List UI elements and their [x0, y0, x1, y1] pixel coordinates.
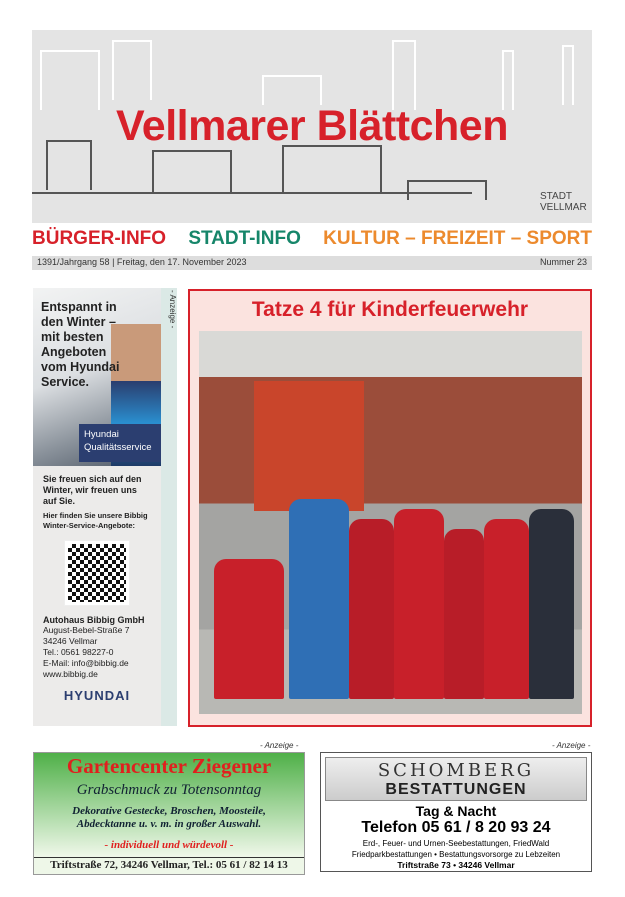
ad-hours: Tag & Nacht	[415, 803, 497, 819]
masthead-title: Vellmarer Blättchen	[115, 102, 508, 150]
schomberg-ad[interactable]	[320, 752, 592, 872]
ad-text: Hier finden Sie unsere Bibbig Winter-Service-Angebote:	[43, 511, 148, 530]
ad-logo-box	[325, 757, 587, 801]
badge-line: Qualitätsservice	[84, 442, 152, 453]
qr-code[interactable]	[65, 541, 129, 605]
hyundai-ad[interactable]	[33, 288, 177, 726]
ad-address: Triftstraße 73 • 34246 Vellmar	[397, 860, 515, 870]
ad-subtitle: Grabschmuck zu Totensonntag	[76, 782, 262, 798]
ad-address: August-Bebel-Straße 7	[43, 625, 130, 635]
ad-phone: Tel.: 0561 98227-0	[43, 647, 114, 657]
section-stadt-info: STADT-INFO	[188, 228, 301, 249]
ad-sub: BESTATTUNGEN	[385, 781, 527, 798]
ad-phone: Telefon 05 61 / 8 20 93 24	[361, 819, 551, 836]
article-photo	[199, 331, 582, 714]
ad-address: Triftstraße 72, 34246 Vellmar, Tel.: 05 61 / 82 14 13	[34, 857, 304, 871]
issue-number: Nummer 23	[539, 257, 587, 267]
ad-badge	[79, 424, 161, 462]
ad-name: SCHOMBERG	[377, 760, 535, 781]
section-buerger-info: BÜRGER-INFO	[32, 228, 167, 249]
masthead-banner	[32, 30, 592, 223]
ad-headline: Entspannt in den Winter – mit besten Angeboten vom Hyundai Service.	[41, 300, 120, 389]
ad-label: - Anzeige -	[260, 741, 299, 750]
ad-company: Autohaus Bibbig GmbH	[43, 615, 145, 625]
issue-bar	[32, 256, 592, 270]
fire-vehicle	[254, 381, 364, 511]
ad-text: Sie freuen sich auf den Winter, wir freuen uns auf Sie.	[43, 474, 142, 506]
ad-text: Dekorative Gestecke, Broschen, Moosteile,	[72, 805, 266, 817]
gartencenter-ad[interactable]	[33, 752, 305, 875]
ad-website[interactable]: www.bibbig.de	[43, 669, 98, 679]
section-nav	[32, 228, 592, 250]
ad-label: - Anzeige -	[168, 290, 177, 329]
ad-body	[33, 466, 161, 726]
badge-line: Hyundai	[84, 429, 119, 440]
ad-text: Friedparkbestattungen • Bestattungsvorsorge zu Lebzeiten	[351, 850, 561, 859]
article-title: Tatze 4 für Kinderfeuerwehr	[251, 298, 529, 321]
ad-name: Gartencenter Ziegener	[66, 754, 272, 778]
hyundai-logo: HYUNDAI	[63, 688, 131, 703]
article	[188, 289, 592, 727]
issue-info: 1391/Jahrgang 58 | Freitag, den 17. November 2023	[37, 257, 247, 267]
ad-text: Abdecktanne u. v. m. in großer Auswahl.	[76, 818, 262, 830]
city-logo: STADT VELLMAR	[540, 191, 587, 213]
ad-address: 34246 Vellmar	[43, 636, 98, 646]
ad-slogan: - individuell und würdevoll -	[104, 839, 234, 851]
section-kultur: KULTUR – FREIZEIT – SPORT	[323, 228, 592, 249]
ad-label: - Anzeige -	[552, 741, 591, 750]
ad-email[interactable]: E-Mail: info@bibbig.de	[43, 658, 129, 668]
ad-text: Erd-, Feuer- und Urnen-Seebestattungen, FriedWald	[362, 839, 550, 848]
